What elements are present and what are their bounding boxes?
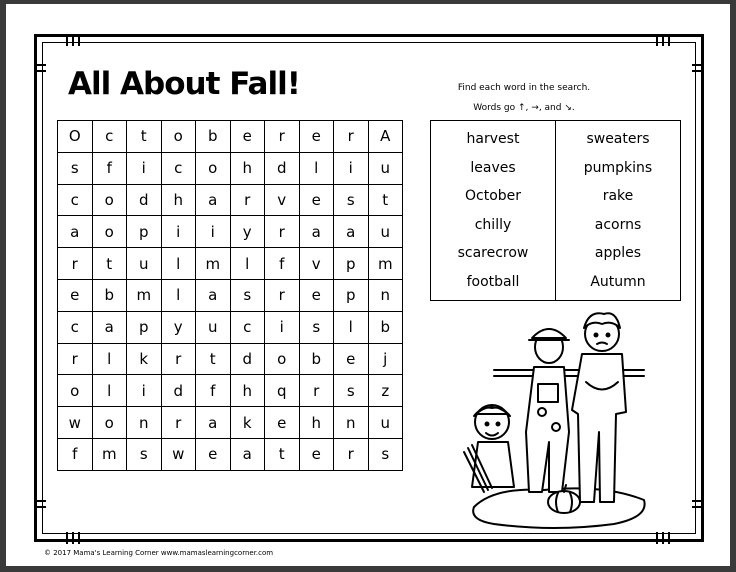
border-tick	[78, 34, 80, 46]
word-item: apples	[594, 245, 642, 262]
grid-cell: e	[299, 279, 334, 311]
grid-cell: k	[230, 407, 265, 439]
grid-cell: f	[265, 248, 300, 280]
grid-cell: e	[299, 438, 334, 470]
grid-row	[58, 407, 403, 439]
grid-cell: t	[368, 184, 403, 216]
grid-cell: s	[127, 438, 162, 470]
grid-cell: w	[58, 407, 93, 439]
grid-cell: b	[368, 311, 403, 343]
grid-cell: a	[299, 216, 334, 248]
grid-cell: e	[265, 407, 300, 439]
grid-cell: p	[334, 279, 369, 311]
grid-row	[58, 279, 403, 311]
grid-cell: u	[368, 216, 403, 248]
grid-cell: m	[368, 248, 403, 280]
grid-cell: c	[58, 311, 93, 343]
grid-cell: s	[368, 438, 403, 470]
grid-cell: h	[230, 375, 265, 407]
grid-cell: r	[265, 279, 300, 311]
grid-cell: l	[230, 248, 265, 280]
word-item: October	[464, 188, 522, 205]
grid-cell: o	[92, 184, 127, 216]
grid-cell: a	[92, 311, 127, 343]
word-item: harvest	[466, 131, 520, 148]
grid-cell: m	[196, 248, 231, 280]
border-tick	[66, 34, 68, 46]
grid-cell: f	[196, 375, 231, 407]
grid-row	[58, 438, 403, 470]
grid-cell: d	[161, 375, 196, 407]
grid-cell: t	[196, 343, 231, 375]
border-tick	[72, 34, 74, 46]
grid-row	[58, 248, 403, 280]
word-item: Autumn	[590, 273, 646, 290]
grid-cell: o	[58, 375, 93, 407]
word-item: pumpkins	[583, 159, 653, 176]
grid-cell: n	[368, 279, 403, 311]
grid-cell: r	[230, 184, 265, 216]
grid-cell: h	[299, 407, 334, 439]
border-tick	[34, 64, 46, 66]
grid-cell: o	[196, 152, 231, 184]
grid-cell: r	[265, 121, 300, 153]
grid-cell: f	[58, 438, 93, 470]
grid-cell: l	[299, 152, 334, 184]
grid-cell: d	[265, 152, 300, 184]
grid-cell: k	[127, 343, 162, 375]
border-tick	[34, 506, 46, 508]
border-tick	[668, 34, 670, 46]
grid-cell: m	[92, 438, 127, 470]
grid-cell: c	[230, 311, 265, 343]
grid-cell: a	[230, 438, 265, 470]
grid-cell: f	[92, 152, 127, 184]
word-list-right	[555, 121, 680, 300]
grid-cell: i	[334, 152, 369, 184]
grid-cell: y	[161, 311, 196, 343]
grid-cell: p	[334, 248, 369, 280]
grid-cell: e	[230, 121, 265, 153]
grid-cell: l	[92, 375, 127, 407]
grid-cell: e	[58, 279, 93, 311]
grid-cell: c	[58, 184, 93, 216]
word-list-left	[431, 121, 555, 300]
grid-cell: h	[230, 152, 265, 184]
grid-cell: v	[299, 248, 334, 280]
word-item: leaves	[470, 159, 516, 176]
copyright-footer: © 2017 Mama's Learning Corner www.mamaslearningcorner.com	[44, 549, 274, 557]
grid-cell: h	[161, 184, 196, 216]
grid-cell: w	[161, 438, 196, 470]
grid-cell: u	[368, 407, 403, 439]
grid-cell: i	[127, 152, 162, 184]
grid-cell: o	[92, 216, 127, 248]
grid-cell: b	[299, 343, 334, 375]
grid-cell: u	[368, 152, 403, 184]
grid-cell: s	[334, 375, 369, 407]
grid-cell: a	[196, 279, 231, 311]
grid-cell: a	[334, 216, 369, 248]
grid-cell: r	[334, 438, 369, 470]
grid-cell: a	[196, 184, 231, 216]
grid-row	[58, 343, 403, 375]
border-tick	[72, 532, 74, 544]
grid-row	[58, 375, 403, 407]
page-title: All About Fall!	[68, 66, 300, 102]
grid-cell: u	[127, 248, 162, 280]
word-list	[430, 120, 681, 301]
grid-cell: o	[92, 407, 127, 439]
grid-cell: o	[265, 343, 300, 375]
grid-cell: j	[368, 343, 403, 375]
word-item: chilly	[474, 216, 512, 233]
grid-cell: a	[196, 407, 231, 439]
grid-cell: n	[334, 407, 369, 439]
grid-cell: A	[368, 121, 403, 153]
grid-cell: r	[161, 407, 196, 439]
grid-cell: s	[58, 152, 93, 184]
word-item: sweaters	[586, 131, 650, 148]
kids-fall-harvest-icon	[454, 302, 654, 534]
grid-row	[58, 216, 403, 248]
border-tick	[662, 532, 664, 544]
border-tick	[668, 532, 670, 544]
border-tick	[66, 532, 68, 544]
grid-cell: s	[230, 279, 265, 311]
grid-cell: r	[265, 216, 300, 248]
grid-cell: s	[299, 311, 334, 343]
grid-cell: r	[161, 343, 196, 375]
grid-cell: r	[58, 248, 93, 280]
grid-cell: i	[196, 216, 231, 248]
grid-cell: c	[92, 121, 127, 153]
word-item: rake	[602, 188, 634, 205]
border-tick	[662, 34, 664, 46]
grid-cell: y	[230, 216, 265, 248]
grid-row	[58, 184, 403, 216]
grid-row	[58, 311, 403, 343]
grid-cell: c	[161, 152, 196, 184]
grid-cell: p	[127, 311, 162, 343]
worksheet-page	[6, 4, 730, 566]
grid-cell: l	[161, 248, 196, 280]
grid-cell: t	[127, 121, 162, 153]
grid-cell: n	[127, 407, 162, 439]
grid-cell: i	[161, 216, 196, 248]
grid-cell: r	[299, 375, 334, 407]
grid-cell: e	[196, 438, 231, 470]
grid-cell: v	[265, 184, 300, 216]
grid-cell: i	[265, 311, 300, 343]
grid-cell: e	[299, 121, 334, 153]
grid-cell: e	[299, 184, 334, 216]
grid-cell: q	[265, 375, 300, 407]
word-item: acorns	[594, 216, 642, 233]
grid-cell: o	[161, 121, 196, 153]
grid-cell: s	[334, 184, 369, 216]
border-tick	[692, 70, 704, 72]
grid-cell: d	[127, 184, 162, 216]
border-tick	[692, 64, 704, 66]
border-tick	[692, 500, 704, 502]
border-tick	[656, 34, 658, 46]
border-tick	[656, 532, 658, 544]
instructions-line-2: Words go ↑, →, and ↘.	[473, 103, 575, 113]
border-tick	[34, 70, 46, 72]
grid-cell: l	[161, 279, 196, 311]
grid-cell: p	[127, 216, 162, 248]
border-tick	[34, 500, 46, 502]
grid-cell: a	[58, 216, 93, 248]
grid-cell: e	[334, 343, 369, 375]
grid-cell: r	[58, 343, 93, 375]
grid-cell: b	[196, 121, 231, 153]
grid-cell: i	[127, 375, 162, 407]
border-tick	[78, 532, 80, 544]
word-item: scarecrow	[457, 245, 529, 262]
grid-cell: l	[334, 311, 369, 343]
grid-row	[58, 152, 403, 184]
grid-cell: m	[127, 279, 162, 311]
grid-cell: z	[368, 375, 403, 407]
word-search-grid	[57, 120, 403, 471]
word-item: football	[466, 273, 520, 290]
grid-cell: t	[92, 248, 127, 280]
grid-cell: u	[196, 311, 231, 343]
grid-cell: t	[265, 438, 300, 470]
border-tick	[692, 506, 704, 508]
grid-cell: r	[334, 121, 369, 153]
grid-cell: O	[58, 121, 93, 153]
grid-cell: d	[230, 343, 265, 375]
grid-row	[58, 121, 403, 153]
instructions	[424, 78, 624, 118]
grid-cell: b	[92, 279, 127, 311]
grid-cell: l	[92, 343, 127, 375]
instructions-line-1: Find each word in the search.	[457, 83, 591, 93]
